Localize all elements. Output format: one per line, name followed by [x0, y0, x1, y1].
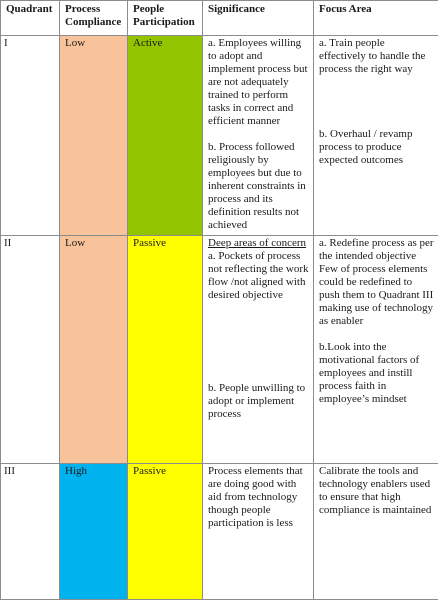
participation-cell: Passive: [128, 464, 203, 600]
quadrant-cell: III: [1, 464, 60, 600]
compliance-cell: High: [60, 464, 128, 600]
focus-point-a: Calibrate the tools and technology enablers used to ensure that high compliance is maintained: [319, 465, 432, 516]
header-significance: Significance: [203, 1, 314, 36]
header-quadrant: Quadrant: [1, 1, 60, 36]
focus-area-cell: [314, 36, 438, 236]
compliance-cell: Low: [60, 36, 128, 236]
focus-area-cell: [314, 464, 438, 600]
focus-point-a-detail: Few of process elements could be redefined to push them to Quadrant III making use of technology as enabler: [319, 263, 434, 327]
table-row: [1, 36, 438, 236]
focus-point-b: b. Overhaul / revamp process to produce expected outcomes: [319, 128, 413, 166]
participation-cell: Passive: [128, 236, 203, 464]
header-people-participation: People Participation: [128, 1, 203, 36]
significance-point-b: b. People unwilling to adopt or implement process: [208, 382, 306, 420]
focus-point-a: a. Redefine process as per the intended objective: [319, 237, 434, 262]
table-header-row: [1, 1, 438, 36]
significance-point-b: b. Process followed religiously by employees but due to inherent constraints in process and its definition results not achieved: [208, 141, 306, 231]
table-row: [1, 236, 438, 464]
significance-point-a: a. Employees willing to adopt and implement process but are not adequately trained to perform tasks in correct and efficient manner: [208, 37, 308, 127]
focus-point-b: b.Look into the motivational factors of employees and instill process faith in employee’s mindset: [319, 341, 420, 405]
table-row: [1, 464, 438, 600]
significance-point-a: Process elements that are doing good with aid from technology though people participation is less: [208, 465, 303, 529]
participation-cell: Active: [128, 36, 203, 236]
quadrant-cell: II: [1, 236, 60, 464]
header-process-compliance: Process Compliance: [60, 1, 128, 36]
focus-area-cell: [314, 236, 438, 464]
compliance-cell: Low: [60, 236, 128, 464]
quadrant-cell: I: [1, 36, 60, 236]
significance-cell: [203, 464, 314, 600]
significance-heading: Deep areas of concern: [208, 237, 307, 249]
significance-cell: [203, 236, 314, 464]
focus-point-a: a. Train people effectively to handle the process the right way: [319, 37, 426, 75]
significance-point-a: a. Pockets of process not reflecting the work flow /not aligned with desired objective: [208, 250, 309, 301]
header-focus-area: Focus Area: [314, 1, 438, 36]
significance-cell: [203, 36, 314, 236]
